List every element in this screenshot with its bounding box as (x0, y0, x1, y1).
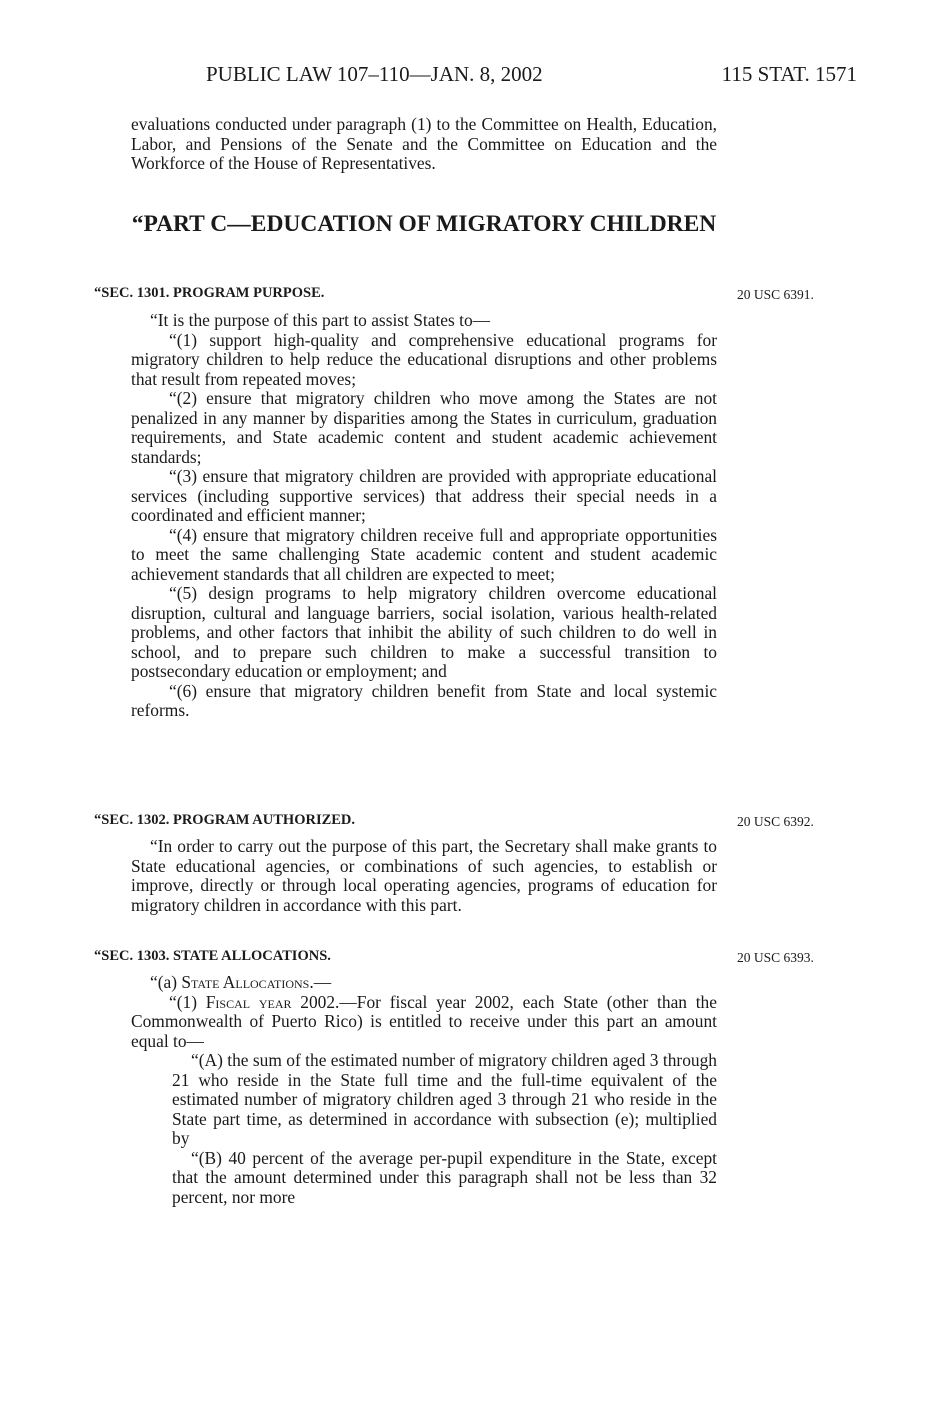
subsection-a-heading: State Allocations.— (181, 972, 332, 992)
section-1301-item-4: “(4) ensure that migratory children receive full and appropriate opportunities to meet the same challenging State academic content and student academic achievement standards that all children are expected to meet; (131, 524, 717, 584)
section-1303-citation: 20 USC 6393. (737, 950, 814, 965)
section-1301-item-6: “(6) ensure that migratory children benefit from State and local systemic reforms. (131, 680, 717, 720)
paragraph-1-prefix: “(1) (169, 991, 206, 1012)
running-head-title: PUBLIC LAW 107–110—JAN. 8, 2002 (206, 62, 543, 86)
paragraph-1-text: —For fiscal year 2002, each State (other than the Commonwealth of Puerto Rico) is entitled to receive under this part an amount equal to— (131, 991, 717, 1051)
section-1303-body (131, 973, 717, 1207)
section-1301-item-1: “(1) support high-quality and comprehensive educational programs for migratory children to help reduce the educational disruptions and other problems that result from repeated moves; (131, 329, 717, 389)
paragraph-1-heading: Fiscal year 2002. (205, 991, 340, 1012)
paragraph-1 (131, 993, 717, 1052)
subparagraph-b: “(B) 40 percent of the average per-pupil expenditure in the State, except that the amount determined under this paragraph shall not be less than 32 percent, nor more (172, 1147, 717, 1207)
section-1301-item-5: “(5) design programs to help migratory children overcome educational disruption, cultural and language barriers, social isolation, various health-related problems, and other factors that inhibit the ability of such children to do well in school, and to prepare such children to make a successful transition to postsecondary education or employment; and (131, 583, 717, 681)
section-1302-citation: 20 USC 6392. (737, 814, 814, 829)
intro-paragraph: evaluations conducted under paragraph (1) to the Committee on Health, Education, Labor, and Pensions of the Senate and the Committee on Education and the Workforce of the House of Representatives. (131, 114, 717, 173)
section-1302-body (131, 837, 717, 915)
section-1301-body (131, 311, 717, 721)
subparagraph-a: “(A) the sum of the estimated number of migratory children aged 3 through 21 who reside in the State full time and the full-time equivalent of the estimated number of migratory children aged 3 through 21 who reside in the State part time, as determined in accordance with subsection (e); multiplied by (172, 1050, 717, 1148)
part-title: “PART C—EDUCATION OF MIGRATORY CHILDREN (131, 211, 717, 237)
section-1302-text: “In order to carry out the purpose of this part, the Secretary shall make grants to State educational agencies, or combinations of such agencies, to establish or improve, directly or through local operating agencies, programs of education for migratory children in accordance with this part. (131, 836, 717, 915)
running-head (0, 62, 949, 92)
page-number: 115 STAT. 1571 (721, 62, 857, 86)
section-1301-item-3: “(3) ensure that migratory children are provided with appropriate educational services (including supportive services) that address their special needs in a coordinated and efficient manner; (131, 466, 717, 525)
subsection-a-prefix: “(a) (150, 972, 182, 992)
subsection-a (131, 973, 717, 993)
section-1302-heading: “SEC. 1302. PROGRAM AUTHORIZED. (94, 812, 356, 828)
section-1301-heading: “SEC. 1301. PROGRAM PURPOSE. (94, 285, 325, 301)
section-1303-heading: “SEC. 1303. STATE ALLOCATIONS. (94, 948, 331, 964)
section-1301-citation: 20 USC 6391. (737, 287, 814, 302)
section-1301-item-2: “(2) ensure that migratory children who move among the States are not penalized in any manner by disparities among the States in curriculum, graduation requirements, and State academic content and student academic achievement standards; (131, 388, 717, 467)
section-1301-lead: “It is the purpose of this part to assist States to— (150, 310, 491, 330)
